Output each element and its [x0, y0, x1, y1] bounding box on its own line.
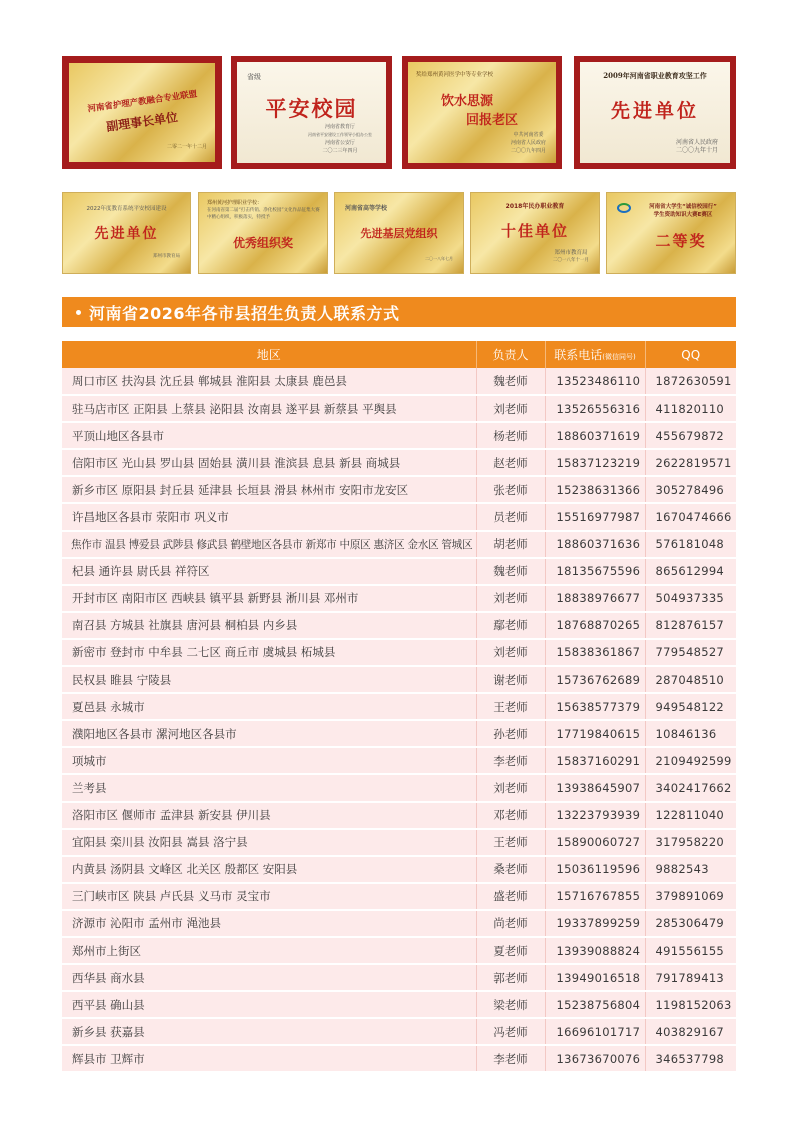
table-row	[62, 964, 736, 991]
cell-qq: 1872630591	[645, 368, 736, 395]
cell-qq: 2109492599	[645, 747, 736, 774]
cell-qq: 791789413	[645, 964, 736, 991]
plaque-date: 二〇〇九年四月	[510, 148, 546, 154]
cell-region: 洛阳市区 偃师市 孟津县 新安县 伊川县	[62, 802, 476, 829]
plaque-party-organization	[334, 192, 464, 274]
cell-person: 魏老师	[476, 368, 545, 395]
cell-region: 新乡县 获嘉县	[62, 1018, 476, 1045]
cell-person: 李老师	[476, 747, 545, 774]
cell-person: 李老师	[476, 1045, 545, 1072]
header-qq: QQ	[645, 341, 736, 368]
plaque-vice-chair-unit	[62, 56, 222, 169]
cell-phone: 13523486110	[545, 368, 645, 395]
plaque-title: 二等奖	[655, 231, 707, 250]
cell-phone: 15036119596	[545, 856, 645, 883]
cell-person: 盛老师	[476, 883, 545, 910]
plaque-org: 河南省人民政府	[675, 139, 718, 146]
plaque-org: 中共河南省委	[513, 132, 544, 138]
cell-phone: 18860371636	[545, 531, 645, 558]
cell-qq: 491556155	[645, 937, 736, 964]
cell-person: 刘老师	[476, 395, 545, 422]
cell-qq: 411820110	[645, 395, 736, 422]
table-row	[62, 693, 736, 720]
table-row	[62, 449, 736, 476]
cell-qq: 2622819571	[645, 449, 736, 476]
cell-region: 许昌地区各县市 荥阳市 巩义市	[62, 503, 476, 530]
cell-phone: 15238756804	[545, 991, 645, 1018]
cell-person: 鄢老师	[476, 612, 545, 639]
plaque-date: 二〇一八年十一月	[553, 258, 589, 263]
cell-person: 夏老师	[476, 937, 545, 964]
cell-phone: 18838976677	[545, 585, 645, 612]
table-row	[62, 639, 736, 666]
cell-phone: 15238631366	[545, 476, 645, 503]
table-row	[62, 1018, 736, 1045]
header-region: 地区	[62, 341, 476, 368]
cell-phone: 15838361867	[545, 639, 645, 666]
cell-phone: 16696101717	[545, 1018, 645, 1045]
cell-phone: 15837160291	[545, 747, 645, 774]
table-row	[62, 395, 736, 422]
cell-phone: 15837123219	[545, 449, 645, 476]
cell-region: 驻马店市区 正阳县 上蔡县 泌阳县 汝南县 遂平县 新蔡县 平舆县	[62, 395, 476, 422]
table-row	[62, 910, 736, 937]
cell-phone: 13938645907	[545, 774, 645, 801]
cell-person: 刘老师	[476, 585, 545, 612]
cell-qq: 305278496	[645, 476, 736, 503]
plaque-title: 回报老区	[465, 112, 518, 128]
bullet-icon	[76, 310, 81, 315]
cell-qq: 504937335	[645, 585, 736, 612]
plaque-gratitude	[402, 56, 562, 169]
plaque-title: 先进单位	[94, 226, 159, 242]
cell-region: 开封市区 南阳市区 西峡县 镇平县 新野县 淅川县 邓州市	[62, 585, 476, 612]
plaque-desc: 在河南省第二届“打击传销、净化校园”文化作品征集大赛中精心组织，积极落实，特授予	[207, 208, 320, 220]
cell-region: 杞县 通许县 尉氏县 祥符区	[62, 558, 476, 585]
table-row	[62, 720, 736, 747]
cell-person: 员老师	[476, 503, 545, 530]
cell-phone: 18860371619	[545, 422, 645, 449]
cell-qq: 9882543	[645, 856, 736, 883]
cell-phone: 19337899259	[545, 910, 645, 937]
cell-region: 三门峡市区 陕县 卢氏县 义马市 灵宝市	[62, 883, 476, 910]
cell-qq: 287048510	[645, 666, 736, 693]
cell-qq: 317958220	[645, 829, 736, 856]
cell-region: 周口市区 扶沟县 沈丘县 郸城县 淮阳县 太康县 鹿邑县	[62, 368, 476, 395]
cell-qq: 779548527	[645, 639, 736, 666]
cell-qq: 1198152063	[645, 991, 736, 1018]
section-heading	[62, 297, 736, 327]
cell-phone: 13949016518	[545, 964, 645, 991]
cell-person: 郭老师	[476, 964, 545, 991]
table-row	[62, 991, 736, 1018]
plaque-top: 河南省高等学校	[345, 205, 388, 212]
cell-region: 民权县 睢县 宁陵县	[62, 666, 476, 693]
cell-region: 郑州市上街区	[62, 937, 476, 964]
header-phone-label: 联系电话	[554, 348, 603, 362]
header-person: 负责人	[476, 341, 545, 368]
cell-person: 王老师	[476, 693, 545, 720]
cell-person: 孙老师	[476, 720, 545, 747]
cell-phone: 15638577379	[545, 693, 645, 720]
plaque-logo-icon	[617, 203, 631, 213]
plaque-title: 十佳单位	[500, 221, 569, 240]
cell-qq: 379891069	[645, 883, 736, 910]
table-row	[62, 503, 736, 530]
cell-person: 冯老师	[476, 1018, 545, 1045]
plaque-org: 郑州市教育局	[153, 254, 180, 259]
cell-qq: 285306479	[645, 910, 736, 937]
plaque-org: 郑州市教育局	[554, 250, 588, 256]
plaque-top: 2022年度教育系统平安校园建设	[86, 206, 167, 212]
table-row	[62, 585, 736, 612]
plaque-org: 河南省教育厅	[324, 124, 355, 130]
header-phone	[545, 341, 645, 368]
cell-person: 桑老师	[476, 856, 545, 883]
cell-qq: 10846136	[645, 720, 736, 747]
plaque-excellent-organization	[198, 192, 328, 274]
plaque-date: 二〇一八年七月	[425, 256, 453, 261]
table-row	[62, 612, 736, 639]
cell-qq: 1670474666	[645, 503, 736, 530]
cell-phone: 15736762689	[545, 666, 645, 693]
plaque-second-prize	[606, 192, 736, 274]
contact-table	[62, 341, 736, 1073]
cell-region: 新乡市区 原阳县 封丘县 延津县 长垣县 滑县 林州市 安阳市龙安区	[62, 476, 476, 503]
cell-region: 辉县市 卫辉市	[62, 1045, 476, 1072]
plaque-top-ten-unit	[470, 192, 600, 274]
plaque-safe-campus	[231, 56, 392, 169]
plaque-org: 河南省平安建设工作领导小组办公室	[308, 132, 372, 137]
cell-person: 尚老师	[476, 910, 545, 937]
table-row	[62, 856, 736, 883]
section-title: 河南省2026年各市县招生负责人联系方式	[89, 303, 400, 323]
header-phone-note: (微信同号)	[602, 353, 636, 361]
cell-qq: 403829167	[645, 1018, 736, 1045]
table-row	[62, 558, 736, 585]
plaque-top: 奖给郑州黄河医学中等专业学校	[416, 72, 494, 78]
plaque-top: 2018年民办职业教育	[505, 203, 565, 210]
cell-region: 夏邑县 永城市	[62, 693, 476, 720]
cell-person: 胡老师	[476, 531, 545, 558]
cell-phone: 13526556316	[545, 395, 645, 422]
table-row	[62, 883, 736, 910]
cell-phone: 15516977987	[545, 503, 645, 530]
cell-qq: 812876157	[645, 612, 736, 639]
cell-phone: 15890060727	[545, 829, 645, 856]
cell-phone: 17719840615	[545, 720, 645, 747]
cell-person: 张老师	[476, 476, 545, 503]
plaque-title: 饮水思源	[440, 93, 493, 109]
plaque-title: 先进单位	[610, 100, 699, 122]
plaque-title: 先进基层党组织	[360, 227, 438, 240]
plaque-top: 2009年河南省职业教育攻坚工作	[603, 71, 707, 80]
plaque-advanced-unit-2009	[574, 56, 736, 169]
cell-region: 宜阳县 栾川县 汝阳县 嵩县 洛宁县	[62, 829, 476, 856]
cell-person: 王老师	[476, 829, 545, 856]
plaque-date: 二零二一年十二月	[166, 144, 207, 150]
cell-person: 谢老师	[476, 666, 545, 693]
plaque-line: 河南省护理产教融合专业联盟	[86, 89, 198, 115]
cell-region: 西华县 商水县	[62, 964, 476, 991]
table-header-row	[62, 341, 736, 368]
cell-qq: 122811040	[645, 802, 736, 829]
cell-person: 赵老师	[476, 449, 545, 476]
cell-region: 项城市	[62, 747, 476, 774]
table-row	[62, 747, 736, 774]
cell-person: 梁老师	[476, 991, 545, 1018]
cell-qq: 576181048	[645, 531, 736, 558]
cell-region: 平顶山地区各县市	[62, 422, 476, 449]
cell-person: 邓老师	[476, 802, 545, 829]
cell-region: 濮阳地区各县市 漯河地区各县市	[62, 720, 476, 747]
cell-qq: 3402417662	[645, 774, 736, 801]
table-row	[62, 476, 736, 503]
plaque-date: 二〇〇九年十月	[675, 147, 718, 154]
table-row	[62, 774, 736, 801]
cell-region: 焦作市 温县 博爱县 武陟县 修武县 鹤壁地区各县市 新郑市 中原区 惠济区 金水区 管城区	[62, 531, 476, 558]
cell-region: 西平县 确山县	[62, 991, 476, 1018]
cell-phone: 13939088824	[545, 937, 645, 964]
table-row	[62, 531, 736, 558]
plaque-title: 副理事长单位	[105, 110, 179, 134]
cell-phone: 18768870265	[545, 612, 645, 639]
cell-qq: 949548122	[645, 693, 736, 720]
table-row	[62, 422, 736, 449]
cell-region: 济源市 沁阳市 孟州市 渑池县	[62, 910, 476, 937]
cell-region: 新密市 登封市 中牟县 二七区 商丘市 虞城县 柘城县	[62, 639, 476, 666]
cell-qq: 346537798	[645, 1045, 736, 1072]
table-row	[62, 1045, 736, 1072]
plaque-title: 平安校园	[265, 95, 358, 121]
plaque-top: 郑州黄河护理职业学校：	[207, 200, 263, 206]
table-row	[62, 368, 736, 395]
plaque-top: 学生资助知识大赛E赛区	[653, 212, 713, 218]
plaque-top: 省级	[247, 73, 261, 81]
cell-region: 内黄县 汤阴县 文峰区 北关区 殷都区 安阳县	[62, 856, 476, 883]
table-row	[62, 666, 736, 693]
plaque-date: 二〇二三年四月	[322, 148, 358, 154]
cell-phone: 13673670076	[545, 1045, 645, 1072]
cell-person: 刘老师	[476, 774, 545, 801]
plaque-top: 河南省大学生“诚信校园行”	[649, 204, 717, 210]
plaque-title: 优秀组织奖	[232, 235, 293, 250]
cell-person: 刘老师	[476, 639, 545, 666]
cell-person: 杨老师	[476, 422, 545, 449]
table-row	[62, 937, 736, 964]
cell-person: 魏老师	[476, 558, 545, 585]
plaque-org: 河南省公安厅	[324, 140, 355, 146]
cell-phone: 18135675596	[545, 558, 645, 585]
cell-qq: 865612994	[645, 558, 736, 585]
plaque-org: 河南省人民政府	[510, 140, 546, 146]
cell-region: 信阳市区 光山县 罗山县 固始县 潢川县 淮滨县 息县 新县 商城县	[62, 449, 476, 476]
cell-region: 兰考县	[62, 774, 476, 801]
cell-phone: 15716767855	[545, 883, 645, 910]
table-row	[62, 802, 736, 829]
plaque-advanced-unit-2022	[62, 192, 191, 274]
table-row	[62, 829, 736, 856]
cell-phone: 13223793939	[545, 802, 645, 829]
cell-qq: 455679872	[645, 422, 736, 449]
cell-region: 南召县 方城县 社旗县 唐河县 桐柏县 内乡县	[62, 612, 476, 639]
